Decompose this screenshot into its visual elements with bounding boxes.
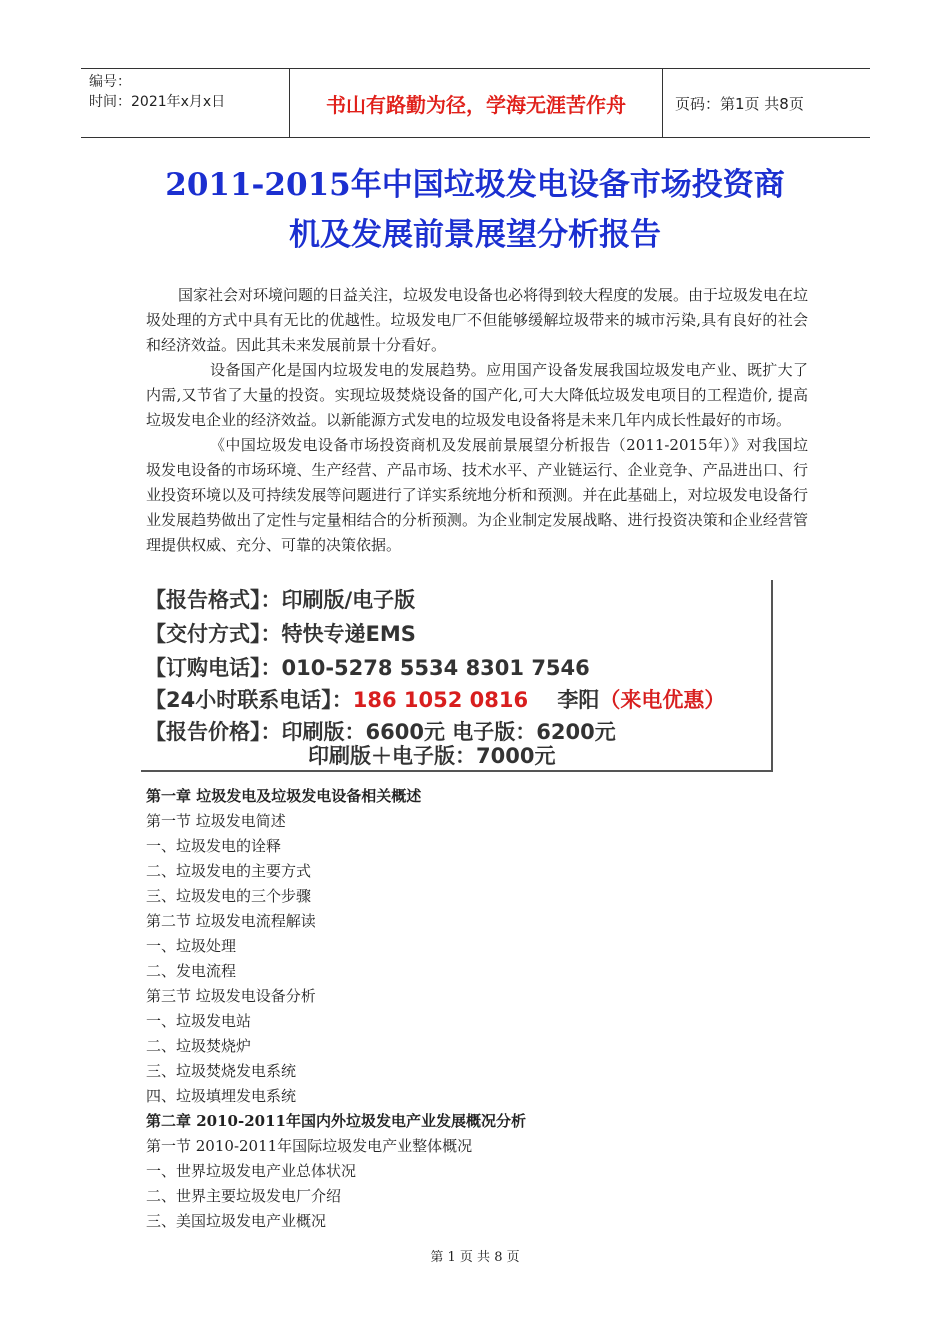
toc-item: 三、垃圾焚烧发电系统 bbox=[146, 1062, 297, 1080]
toc-item: 三、美国垃圾发电产业概况 bbox=[146, 1212, 327, 1230]
intro-paragraph-1: 国家社会对环境问题的日益关注，垃圾发电设备也必将得到较大程度的发展。由于垃圾发电在垃圾处理的方式中具有无比的优越性。垃圾发电厂不但能够缓解垃圾带来的城市污染,具有良好的社会和经济效益。因此其未来发展前景十分看好。 bbox=[146, 286, 809, 354]
toc-item: 第三节 垃圾发电设备分析 bbox=[146, 987, 316, 1005]
toc-item: 一、世界垃圾发电产业总体状况 bbox=[146, 1162, 357, 1180]
toc-chapter: 第一章 垃圾发电及垃圾发电设备相关概述 bbox=[146, 787, 422, 805]
number-label: 编号： bbox=[89, 74, 131, 90]
time-label: 时间：2021年x月x日 bbox=[89, 94, 226, 110]
price-line-1: 【报告价格】：印刷版：6600元 电子版：6200元 bbox=[145, 720, 616, 744]
toc-item: 第二节 垃圾发电流程解读 bbox=[146, 912, 316, 930]
hotline-note: （来电优惠） bbox=[599, 688, 726, 712]
hotline-number: 186 1052 0816 bbox=[352, 688, 529, 712]
toc-item: 第一节 垃圾发电简述 bbox=[146, 812, 286, 830]
order-phone: 【订购电话】：010-5278 5534 8301 7546 bbox=[145, 656, 590, 680]
order-info-box bbox=[141, 580, 773, 772]
toc-item: 四、垃圾填埋发电系统 bbox=[146, 1087, 297, 1105]
intro-paragraph-2: 设备国产化是国内垃圾发电的发展趋势。应用国产设备发展我国垃圾发电产业、既扩大了内需,又节省了大量的投资。实现垃圾焚烧设备的国产化,可大大降低垃圾发电项目的工程造价, 提高垃圾发电企业的经济效益。以新能源方式发电的垃圾发电设备将是未来几年内成长性最好的市场。 bbox=[146, 361, 808, 429]
title-line-1: 2011-2015年中国垃圾发电设备市场投资商 bbox=[165, 167, 785, 203]
motto: 书山有路勤为径，学海无涯苦作舟 bbox=[290, 69, 663, 137]
hotline-contact: 李阳 bbox=[557, 688, 600, 712]
hotline-row bbox=[145, 684, 725, 714]
hotline-label: 【24小时联系电话】： bbox=[145, 688, 353, 712]
toc-item: 第一节 2010-2011年国际垃圾发电产业整体概况 bbox=[146, 1137, 473, 1155]
toc-item: 二、发电流程 bbox=[146, 962, 237, 980]
toc-chapter: 第二章 2010-2011年国内外垃圾发电产业发展概况分析 bbox=[146, 1112, 526, 1130]
report-format: 【报告格式】：印刷版/电子版 bbox=[145, 588, 416, 612]
toc-item: 三、垃圾发电的三个步骤 bbox=[146, 887, 312, 905]
page-info: 页码：第1页 共8页 bbox=[675, 94, 804, 113]
table-of-contents bbox=[146, 784, 806, 1234]
toc-item: 二、世界主要垃圾发电厂介绍 bbox=[146, 1187, 342, 1205]
toc-item: 一、垃圾处理 bbox=[146, 937, 237, 955]
toc-item: 二、垃圾发电的主要方式 bbox=[146, 862, 312, 880]
document-title bbox=[100, 160, 850, 260]
price-line-2: 印刷版＋电子版：7000元 bbox=[308, 744, 556, 768]
delivery-method: 【交付方式】：特快专递EMS bbox=[145, 622, 416, 646]
toc-item: 二、垃圾焚烧炉 bbox=[146, 1037, 252, 1055]
title-line-2: 机及发展前景展望分析报告 bbox=[289, 217, 661, 253]
intro-section bbox=[146, 283, 808, 558]
page-footer: 第 1 页 共 8 页 bbox=[430, 1250, 520, 1265]
header-left-cell bbox=[81, 69, 290, 137]
header-table bbox=[81, 68, 870, 138]
toc-item: 一、垃圾发电的诠释 bbox=[146, 837, 282, 855]
toc-item: 一、垃圾发电站 bbox=[146, 1012, 252, 1030]
intro-paragraph-3: 《中国垃圾发电设备市场投资商机及发展前景展望分析报告（2011-2015年）》对我国垃圾发电设备的市场环境、生产经营、产品市场、技术水平、产业链运行、企业竞争、产品进出口、行业投资环境以及可持续发展等问题进行了详实系统地分析和预测。并在此基础上，对垃圾发电设备行业发展趋势做出了定性与定量相结合的分析预测。为企业制定发展战略、进行投资决策和企业经营管理提供权威、充分、可靠的决策依据。 bbox=[146, 436, 808, 554]
